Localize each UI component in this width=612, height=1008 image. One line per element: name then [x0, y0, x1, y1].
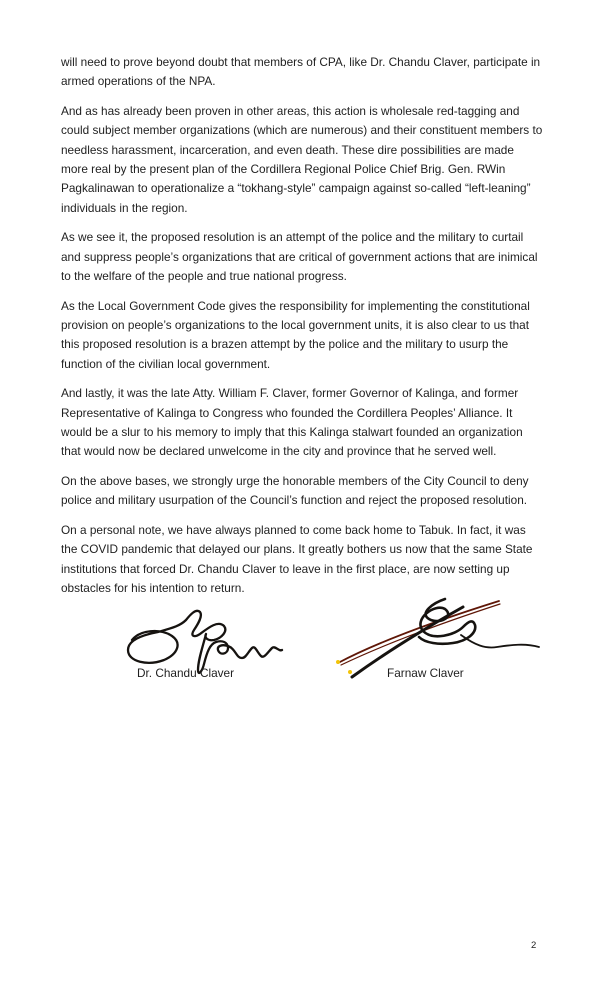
signatory-name-farnaw-claver: Farnaw Claver [387, 666, 464, 680]
paragraph-3: As we see it, the proposed resolution is an attempt of the police and the military to curtail and suppress people’s organizations that are critical of government actions that are inimical to the welfare of the people and true national progress. [61, 230, 538, 284]
paragraph-4: As the Local Government Code gives the responsibility for implementing the constitutional provision on people’s organizations to the local government units, it is also clear to us that this proposed resolution is a brazen attempt by the police and the military to usurp the function of the civilian local government. [61, 298, 530, 371]
page-number: 2 [531, 940, 537, 951]
paragraph-6: On the above bases, we strongly urge the honorable members of the City Council to deny police and military usurpation of the Council’s function and reject the proposed resolution. [61, 474, 529, 508]
signature-stroke [128, 611, 282, 673]
signature-ink-dot-2 [348, 670, 352, 674]
signature-ink-dot-1 [336, 660, 340, 664]
paragraph-5: And lastly, it was the late Atty. William F. Claver, former Governor of Kalinga, and former Representative of Kalinga to Congress who founded the Cordillera Peoples’ Alliance. It would be a slur to his memory to imply that this Kalinga stalwart founded an organization that would now be declared unwelcome in the city and province that he served well. [61, 386, 523, 459]
signatory-name-chandu-claver: Dr. Chandu Claver [137, 666, 235, 680]
signature-stroke-diagonal-maroon-2 [341, 604, 500, 665]
signature-stroke-tail [461, 635, 539, 648]
paragraph-1: will need to prove beyond doubt that members of CPA, like Dr. Chandu Claver, participate in armed operations of the NPA. [61, 55, 541, 89]
letter-body [61, 53, 543, 609]
paragraph-2: And as has already been proven in other areas, this action is wholesale red-tagging and could subject member organizations (which are numerous) and their constituent members to needless harassment, incarceration, and even death. These dire possibilities are made more real by the present plan of the Cordillera Regional Police Chief Brig. Gen. RWin Pagkalinawan to operationalize a “tokhang-style” campaign against so-called “left-leaning” individuals in the region. [61, 103, 543, 215]
paragraph-7: On a personal note, we have always planned to come back home to Tabuk. In fact, it was the COVID pandemic that delayed our plans. It greatly bothers us now that the same State institutions that forced Dr. Chandu Claver to leave in the first place, are now setting up obstacles for his intention to return. [61, 523, 533, 596]
